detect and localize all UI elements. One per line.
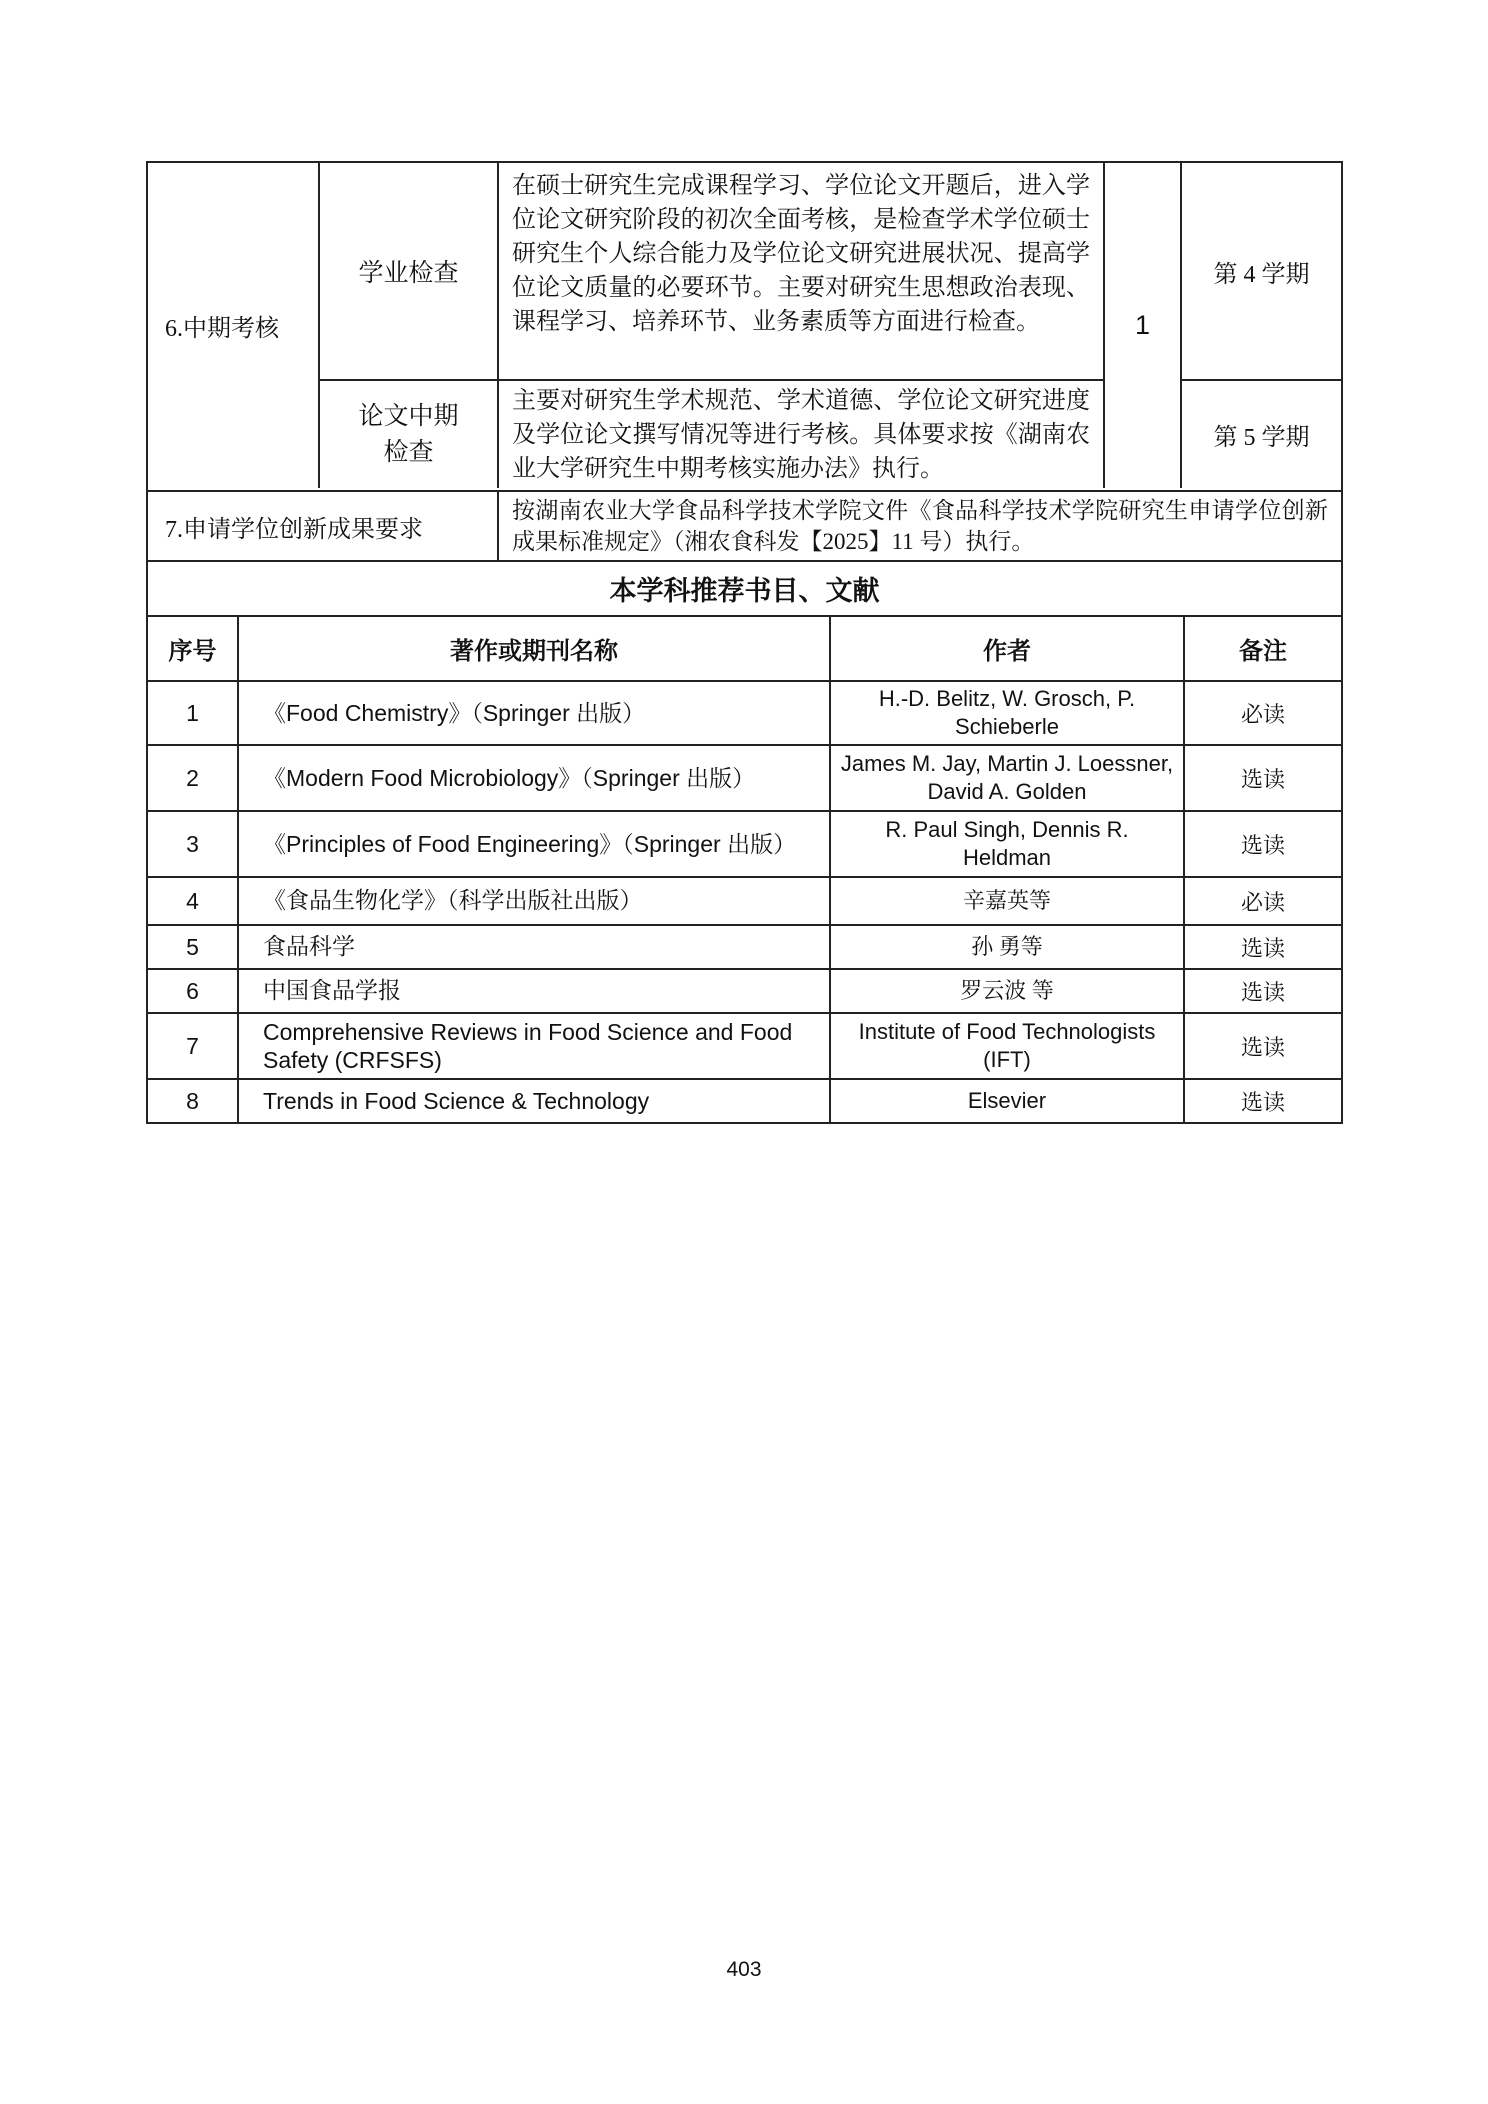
- book-author: James M. Jay, Martin J. Loessner, David A. Golden: [831, 746, 1185, 810]
- book-title: Comprehensive Reviews in Food Science and Food Safety (CRFSFS): [239, 1014, 831, 1078]
- book-title: 《Principles of Food Engineering》（Springer 出版）: [239, 812, 831, 876]
- book-row-5: [148, 926, 1341, 970]
- book-note: 选读: [1240, 935, 1285, 961]
- book-title: 《食品生物化学》（科学出版社出版）: [239, 878, 831, 924]
- book-no: 1: [148, 682, 239, 744]
- academic-check-content: 在硕士研究生完成课程学习、学位论文开题后，进入学位论文研究阶段的初次全面考核，是检查学术学位硕士研究生个人综合能力及学位论文研究进展状况、提高学位论文质量的必要环节。主要对研究生思想政治表现、课程学习、培养环节、业务素质等方面进行检查。: [499, 163, 1105, 381]
- book-no: 8: [148, 1080, 239, 1122]
- book-row-8: [148, 1080, 1341, 1122]
- book-note: 选读: [1240, 1089, 1285, 1115]
- book-note: 选读: [1240, 766, 1285, 792]
- book-author: R. Paul Singh, Dennis R. Heldman: [831, 812, 1185, 876]
- innovation-content-text: 按湖南农业大学食品科学技术学院文件《食品科学技术学院研究生申请学位创新成果标准规定》（湘农食科发【2025】11 号）执行。: [512, 498, 1328, 554]
- book-author: 孙 勇等: [831, 926, 1185, 968]
- book-note: 必读: [1240, 889, 1285, 915]
- book-no: 5: [148, 926, 239, 968]
- book-note: 选读: [1240, 1034, 1285, 1060]
- book-no: 6: [148, 970, 239, 1012]
- innovation-row-label: 7.申请学位创新成果要求: [148, 492, 499, 560]
- book-row-1: [148, 682, 1341, 746]
- innovation-requirement-section: [148, 492, 1341, 562]
- book-author: Elsevier: [831, 1080, 1185, 1122]
- book-row-2: [148, 746, 1341, 812]
- book-title: Trends in Food Science & Technology: [239, 1080, 831, 1122]
- book-row-7: [148, 1014, 1341, 1080]
- thesis-check-label: [320, 381, 499, 488]
- book-author: 辛嘉英等: [831, 878, 1185, 924]
- midterm-assessment-section: [148, 163, 1341, 492]
- book-title: 《Modern Food Microbiology》（Springer 出版）: [239, 746, 831, 810]
- midterm-row-label: 6.中期考核: [148, 163, 320, 488]
- training-program-table: [146, 161, 1343, 1124]
- book-no: 3: [148, 812, 239, 876]
- book-note: 必读: [1240, 701, 1285, 727]
- page-number: 403: [726, 1958, 762, 1981]
- book-no: 2: [148, 746, 239, 810]
- books-header-author: 作者: [831, 617, 1185, 680]
- book-row-4: [148, 878, 1341, 926]
- books-section-title: 本学科推荐书目、文献: [148, 562, 1341, 617]
- books-header-title: 著作或期刊名称: [239, 617, 831, 680]
- book-no: 7: [148, 1014, 239, 1078]
- thesis-check-content-text: 主要对研究生学术规范、学术道德、学位论文研究进度及学位论文撰写情况等进行考核。具体要求按《湖南农业大学研究生中期考核实施办法》执行。: [512, 387, 1090, 482]
- book-author: H.-D. Belitz, W. Grosch, P. Schieberle: [831, 682, 1185, 744]
- books-header-note: 备注: [1239, 639, 1287, 665]
- thesis-check-content: [499, 381, 1105, 488]
- thesis-check-label-text: 论文中期检查: [358, 402, 459, 466]
- book-note: 选读: [1240, 979, 1285, 1005]
- book-author: Institute of Food Technologists (IFT): [831, 1014, 1185, 1078]
- book-note: 选读: [1240, 832, 1285, 858]
- book-title: 中国食品学报: [239, 970, 831, 1012]
- book-author: 罗云波 等: [831, 970, 1185, 1012]
- credit-value: 1: [1105, 163, 1182, 488]
- semester-5-label: 第 5 学期: [1213, 425, 1310, 451]
- academic-check-label: 学业检查: [320, 163, 499, 381]
- semester-4-label: 第 4 学期: [1182, 163, 1341, 381]
- book-no: 4: [148, 878, 239, 924]
- book-row-6: [148, 970, 1341, 1014]
- book-title: 《Food Chemistry》（Springer 出版）: [239, 682, 831, 744]
- books-header-no: 序号: [148, 617, 239, 680]
- book-row-3: [148, 812, 1341, 878]
- books-header-row: [148, 617, 1341, 682]
- book-title: 食品科学: [239, 926, 831, 968]
- innovation-content: [499, 492, 1341, 560]
